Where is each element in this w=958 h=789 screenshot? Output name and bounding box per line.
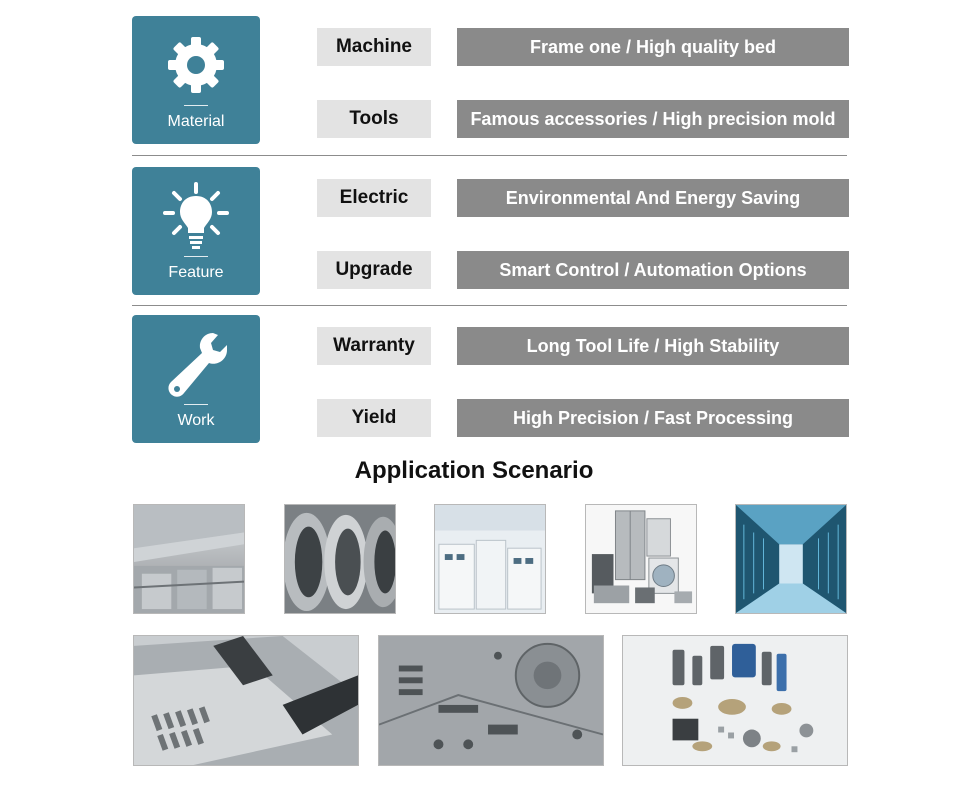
row-value-tools: Famous accessories / High precision mold <box>457 100 849 138</box>
tile-divider <box>184 256 208 257</box>
row-label-upgrade: Upgrade <box>317 251 431 289</box>
row-value-machine: Frame one / High quality bed <box>457 28 849 66</box>
lightbulb-icon <box>132 179 260 253</box>
section-divider <box>132 305 847 306</box>
row-label-tools: Tools <box>317 100 431 138</box>
feature-tile <box>132 167 260 295</box>
row-value-warranty: Long Tool Life / High Stability <box>457 327 849 365</box>
tile-label-material: Material <box>167 113 225 130</box>
row-label-warranty: Warranty <box>317 327 431 365</box>
scenario-image-sheet-metal-bending <box>133 635 359 766</box>
tile-label-feature: Feature <box>168 264 224 281</box>
scenario-image-steel-coils <box>284 504 396 614</box>
row-value-yield: High Precision / Fast Processing <box>457 399 849 437</box>
application-scenario-title: Application Scenario <box>354 457 594 484</box>
wrench-icon <box>132 327 260 401</box>
scenario-image-server-room <box>735 504 847 614</box>
gear-icon <box>132 28 260 102</box>
tile-label-work: Work <box>177 412 215 429</box>
row-label-machine: Machine <box>317 28 431 66</box>
scenario-image-appliances <box>585 504 697 614</box>
scenario-image-precision-parts <box>622 635 848 766</box>
tile-divider <box>184 404 208 405</box>
work-tile <box>132 315 260 443</box>
scenario-image-cabinets <box>434 504 546 614</box>
row-value-upgrade: Smart Control / Automation Options <box>457 251 849 289</box>
scenario-image-laser-cut-plate <box>378 635 604 766</box>
material-tile <box>132 16 260 144</box>
row-value-electric: Environmental And Energy Saving <box>457 179 849 217</box>
scenario-image-kitchen <box>133 504 245 614</box>
row-label-electric: Electric <box>317 179 431 217</box>
section-divider <box>132 155 847 156</box>
row-label-yield: Yield <box>317 399 431 437</box>
tile-divider <box>184 105 208 106</box>
